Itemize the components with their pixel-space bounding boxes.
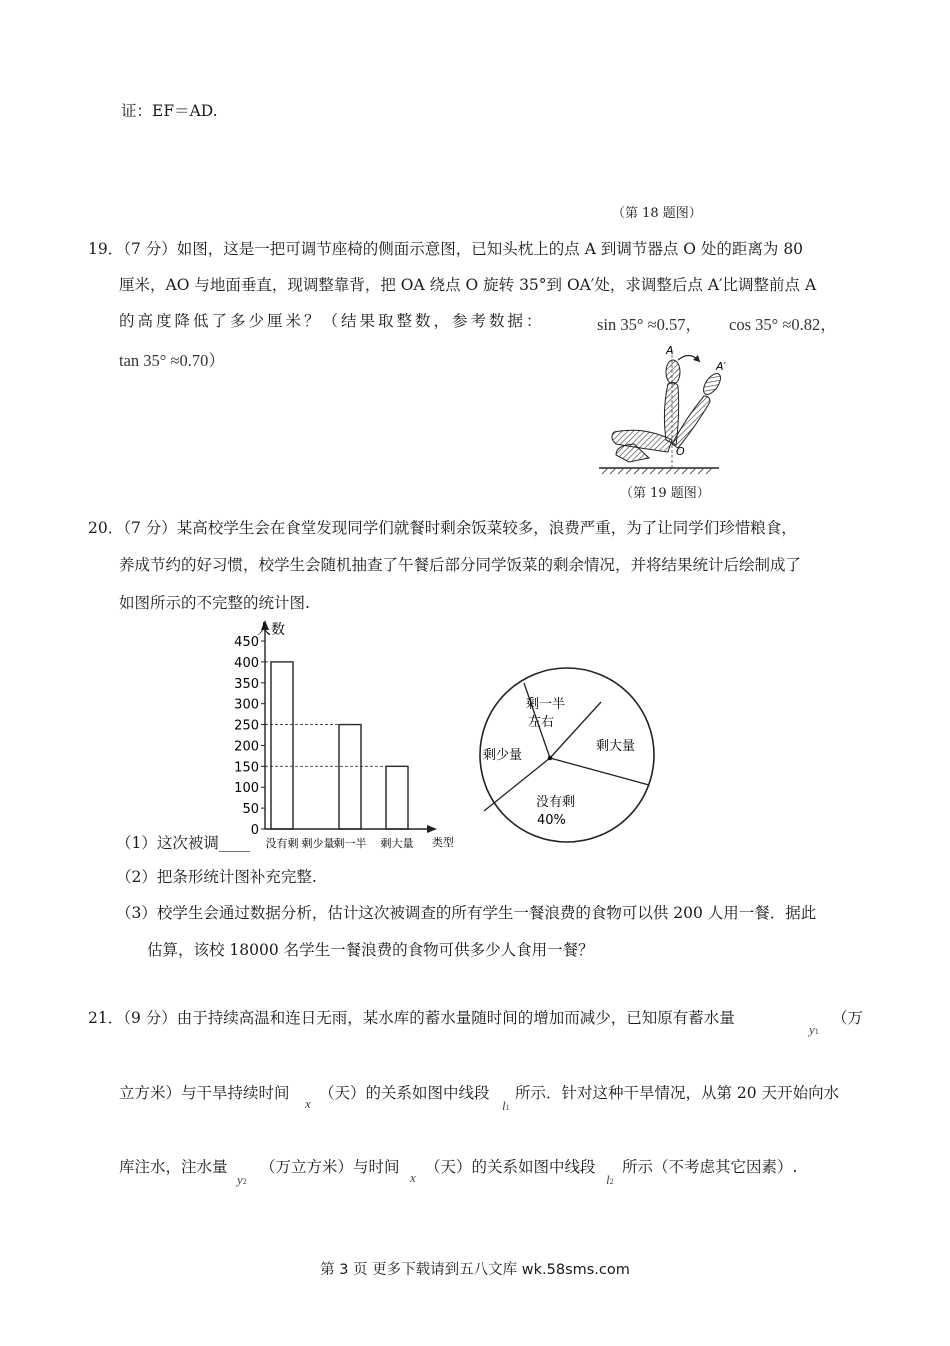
bar-chart-ytick-label: 100 [234,781,259,797]
pie-label-none: 没有剩 [536,795,576,810]
q19-text-1: 如图，这是一把可调节座椅的侧面示意图，已知头枕上的点 A 到调节器点 O 处的距离为 80 [176,240,804,258]
q20-sub1-text: （1）这次被调 [116,834,219,852]
pie-label-half-1: 剩一半 [526,697,566,712]
q21-var-x-1: x [305,1096,311,1111]
q20-sub1 [116,833,250,853]
q21-var-l1: l1 [502,1098,510,1113]
q19-label-a: A [666,344,674,357]
bar-chart-ytick-label: 200 [234,739,259,755]
bar-3 [386,766,408,829]
q19-sin-value: sin 35° ≈0.57， [597,315,703,334]
q21-line2a: 立方米）与干旱持续时间 [119,1084,290,1102]
bar-chart-ytick-label: 250 [234,718,259,734]
bar-chart-ytick-label: 450 [234,635,259,650]
q19-headrest-original [666,360,680,384]
q20-points: （7 分） [123,519,177,537]
q19-line2: 厘米，AO 与地面垂直，现调整靠背，把 OA 绕点 O 旋转 35°到 OA′处，求调整后点 A′比调整前点 A [119,276,817,294]
q21-line3c: （天）的关系如图中线段 [425,1158,596,1176]
q18-figure-caption: （第 18 题图） [612,206,702,221]
bar-chart-ytick-label: 400 [234,655,259,671]
q19-figure-caption: （第 19 题图） [620,486,710,501]
q21-var-y1: y1 [809,1022,819,1037]
bar-chart-xlabel: 类型 [432,836,454,849]
bar-chart-ytick-label: 300 [234,697,259,713]
pie-label-small: 剩少量 [483,748,523,763]
q21-points: （9 分） [123,1009,177,1027]
bar-chart-category-label: 剩大量 [380,837,414,850]
q19-line3: 的高度降低了多少厘米？（结果取整数，参考数据： [119,312,545,330]
pie-label-large: 剩大量 [596,739,636,754]
bar-0 [271,662,293,829]
bar-chart-category-label: 剩少量 [301,837,335,850]
pie-label-half-2: 左右 [528,715,555,730]
q21-line1-end: （万 [832,1009,864,1027]
q21-var-l2: l2 [606,1172,614,1187]
pie-label-none-percent: 40% [537,813,566,828]
pie-center-dot [548,756,553,761]
q20-sub3-line1: （3）校学生会通过数据分析，估计这次被调查的所有学生一餐浪费的食物可以供 200 人用一餐．据此 [116,904,817,922]
bar-chart-ytick-label: 0 [250,823,259,838]
q20-sub3-line2: 估算，该校 18000 名学生一餐浪费的食物可供多少人食用一餐？ [147,941,594,959]
q19-tan-value: tan 35° ≈0.70） [119,351,225,370]
bar-chart-category-label: 剩一半 [333,837,367,850]
q19-label-a-prime: A′ [716,360,727,373]
q19-points: （7 分） [123,240,177,258]
q19-label-o: O [676,445,685,458]
bar-chart-x-arrow [427,825,437,833]
bar-2 [339,725,361,829]
q21-line3b: （万立方米）与时间 [260,1158,400,1176]
q20-sub1-blank: ____ [218,834,250,852]
q20-line1 [88,518,797,538]
page-footer: 第 3 页 更多下载请到五八文库 wk.58sms.com [320,1262,630,1278]
q20-text-1: 某高校学生会在食堂发现同学们就餐时剩余饭菜较多，浪费严重，为了让同学们珍惜粮食， [176,519,797,537]
bar-chart-ytick-label: 50 [242,802,259,818]
q21-line1 [88,1008,735,1028]
q21-var-y2: y2 [237,1172,247,1187]
q21-line3d: 所示（不考虑其它因素）. [622,1158,798,1176]
q19-headrest-rotated [700,371,724,398]
q19-cos-value: cos 35° ≈0.82， [729,315,837,334]
bar-chart-ytick-label: 150 [234,760,259,776]
q21-number: 21． [88,1009,124,1027]
q20-line2: 养成节约的好习惯，校学生会随机抽查了午餐后部分同学饭菜的剩余情况，并将结果统计后绘制成了 [119,556,802,574]
q21-text-1: 由于持续高温和连日无雨，某水库的蓄水量随时间的增加而减少，已知原有蓄水量 [176,1009,735,1027]
bar-chart-ylabel: 人数 [257,622,285,638]
bar-chart-ytick-label: 350 [234,676,259,692]
q20-number: 20． [88,519,124,537]
q21-var-x-2: x [410,1170,416,1185]
q19-chair-figure [594,340,730,480]
q19-number: 19． [88,240,124,258]
q18-proof-line: 证：EF＝AD. [121,102,218,120]
q20-pie-chart [474,662,660,848]
q20-line3: 如图所示的不完整的统计图. [119,594,310,612]
bar-chart-category-label: 没有剩 [265,837,299,850]
q19-ground-hatch [602,468,712,474]
q21-line3a: 库注水，注水量 [119,1158,228,1176]
q20-bar-chart [205,618,467,858]
q21-line2b: （天）的关系如图中线段 [319,1084,490,1102]
q19-line1 [88,239,803,259]
q20-sub2: （2）把条形统计图补充完整. [116,868,317,886]
q21-line2c: 所示．针对这种干旱情况，从第 20 天开始向水 [515,1084,840,1102]
